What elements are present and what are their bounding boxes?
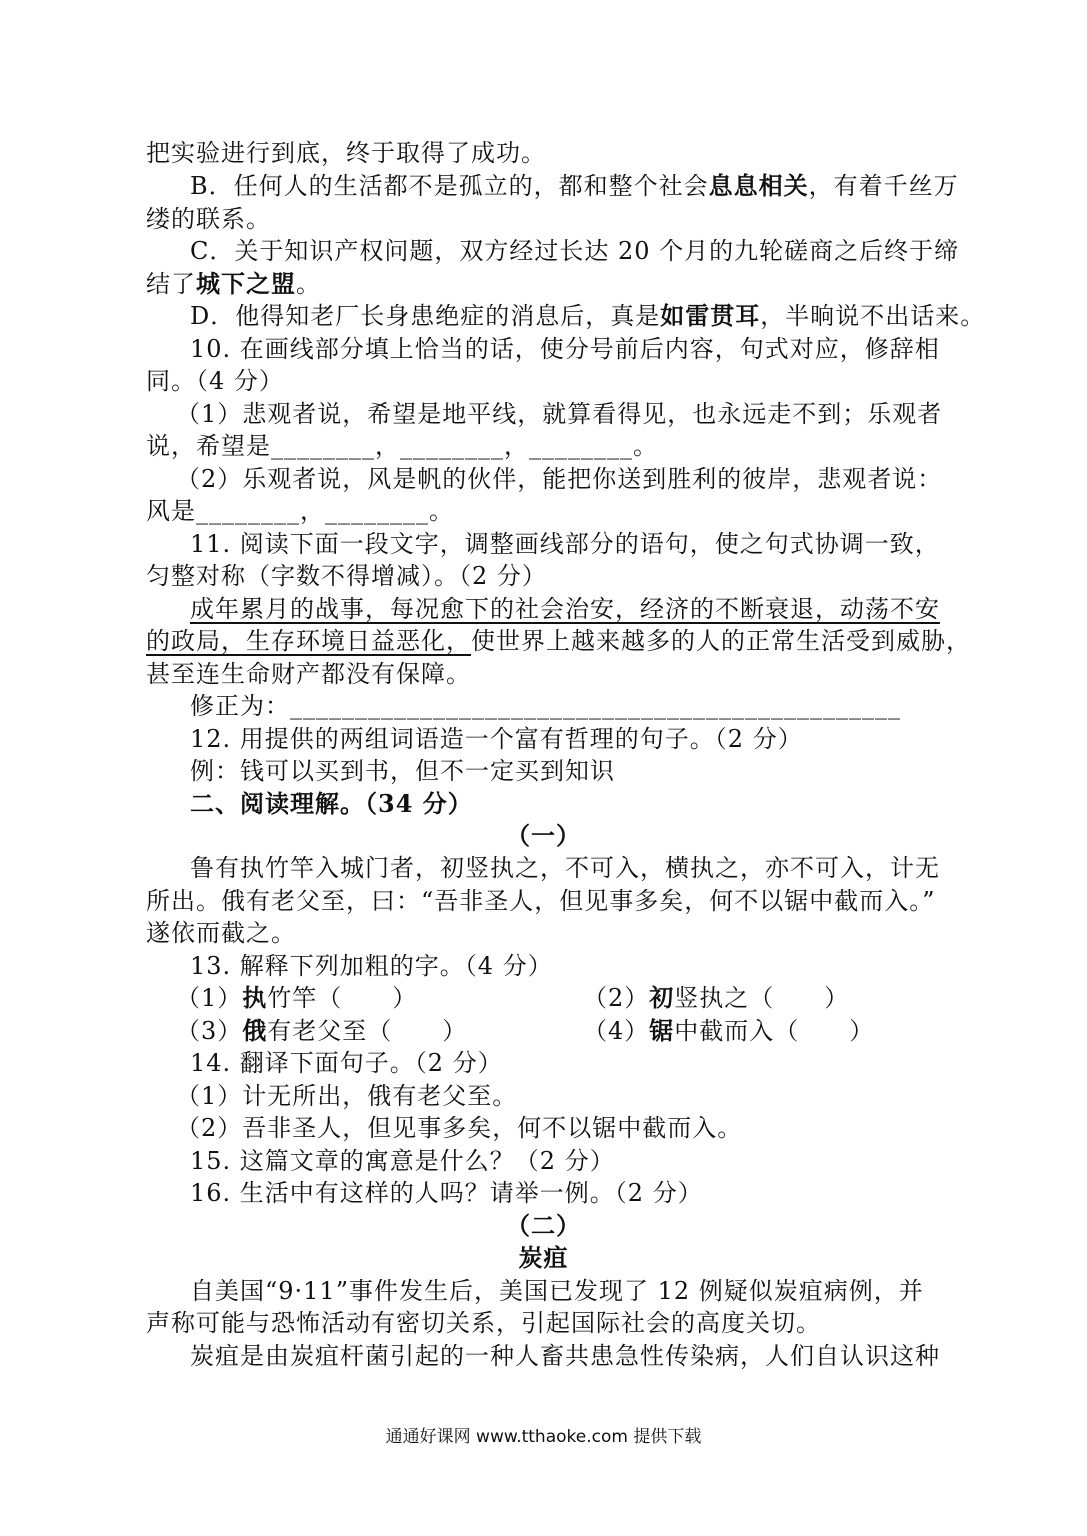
bold-phrase: 息息相关 [708,171,809,200]
section-heading: 二、阅读理解。（34 分） [190,789,473,818]
text-line: （1）悲观者说，希望是地平线，就算看得见，也永远走不到；乐观者 [176,400,943,428]
option-c: C．关于知识产权问题，双方经过长达 20 个月的九轮磋商之后终于缔 [190,237,960,265]
sub-question-4: （4）锯中截而入（ ） [583,1016,875,1045]
sub-question-2: （2）初竖执之（ ） [583,983,850,1012]
sub-question-3: （3）俄有老父至（ ） [176,1016,468,1045]
underlined-passage: 的政局，生存环境日益恶化， [146,627,471,655]
classical-passage: 鲁有执竹竿入城门者，初竖执之，不可入，横执之，亦不可入，计无 [190,854,940,882]
bold-phrase: 城下之盟 [196,269,296,298]
article-paragraph: 自美国“9·11”事件发生后，美国已发现了 12 例疑似炭疽病例，并 [190,1277,924,1305]
question-15: 15. 这篇文章的寓意是什么？（2 分） [190,1147,615,1175]
question-10: 10. 在画线部分填上恰当的话，使分号前后内容，句式对应，修辞相 [190,335,940,363]
text-line: 把实验进行到底，终于取得了成功。 [146,139,546,167]
text-line: 的政局，生存环境日益恶化，使世界上越来越多的人的正常生活受到威胁， [146,627,971,655]
question-11: 11. 阅读下面一段文字，调整画线部分的语句，使之句式协调一致， [190,530,940,558]
page-footer: 通通好课网 www.tthaoke.com 提供下载 [385,1427,702,1447]
bold-char: 俄 [242,1016,268,1045]
article-title: 炭疽 [518,1243,569,1272]
text-line: 缕的联系。 [146,205,271,233]
text-line: 风是________，________。 [146,497,454,525]
text-line: 结了城下之盟。 [146,269,321,298]
option-d: D．他得知老厂长身患绝症的消息后，真是如雷贯耳，半晌说不出话来。 [190,301,986,330]
underlined-passage: 成年累月的战事，每况愈下的社会治安，经济的不断衰退，动荡不安 [190,595,940,623]
option-b: B．任何人的生活都不是孤立的，都和整个社会息息相关，有着千丝万 [190,171,959,200]
subsection-heading: （二） [506,1211,581,1240]
sub-question-1: （1）执竹竿（ ） [176,983,418,1012]
bold-char: 执 [242,983,268,1012]
text-line: 同。（4 分） [146,367,284,395]
subsection-heading: （一） [506,821,581,850]
question-12: 12. 用提供的两组词语造一个富有哲理的句子。（2 分） [190,725,803,753]
bold-phrase: 如雷贯耳 [660,301,761,330]
bold-char: 初 [649,983,675,1012]
question-14: 14. 翻译下面句子。（2 分） [190,1049,503,1077]
text-line: 声称可能与恐怖活动有密切关系，引起国际社会的高度关切。 [146,1309,821,1337]
question-16: 16. 生活中有这样的人吗？请举一例。（2 分） [190,1179,703,1207]
text-line: （2）吾非圣人，但见事多矣，何不以锯中截而入。 [176,1114,743,1142]
text-line: （1）计无所出，俄有老父至。 [176,1082,518,1110]
article-paragraph: 炭疽是由炭疽杆菌引起的一种人畜共患急性传染病，人们自认识这种 [190,1342,940,1370]
answer-line: 修正为：_______________________________________________ [190,692,901,720]
example-line: 例：钱可以买到书，但不一定买到知识 [190,757,615,785]
text-line: 遂依而截之。 [146,919,296,947]
text-line: 所出。俄有老父至，曰：“吾非圣人，但见事多矣，何不以锯中截而入。” [146,887,936,915]
question-13: 13. 解释下列加粗的字。（4 分） [190,952,553,980]
text-line: 甚至连生命财产都没有保障。 [146,660,471,688]
bold-char: 锯 [649,1016,675,1045]
text-line: 说，希望是________，________，________。 [146,432,658,460]
text-line: （2）乐观者说，风是帆的伙伴，能把你送到胜利的彼岸，悲观者说： [176,465,943,493]
text-line: 匀整对称（字数不得增减）。（2 分） [146,562,547,590]
